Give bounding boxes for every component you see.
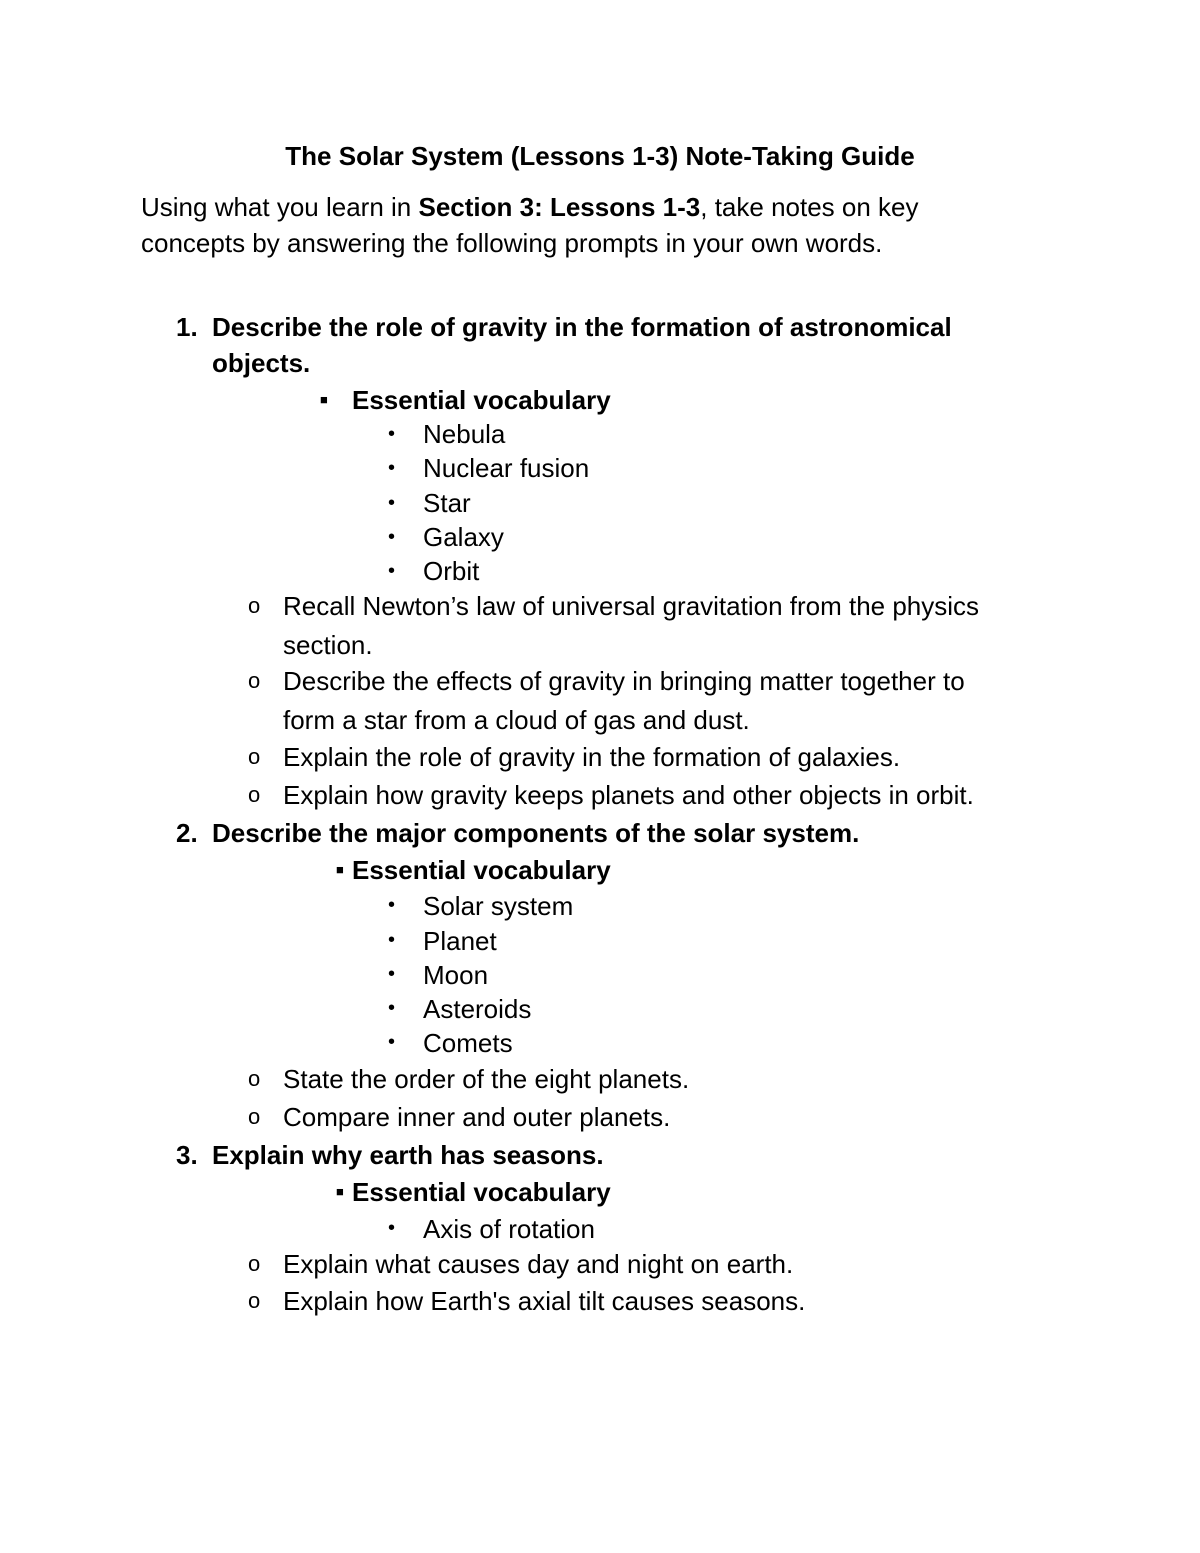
circle-bullet-icon: o <box>248 1066 261 1091</box>
q2-prompt-1: State the order of the eight planets. <box>283 1064 690 1094</box>
q2-vocab-item: Solar system <box>423 891 574 921</box>
q2-prompt-2: Compare inner and outer planets. <box>283 1102 671 1132</box>
q2-vocab-item: Asteroids <box>423 994 532 1024</box>
q1-prompt-2-line-2: form a star from a cloud of gas and dust. <box>283 705 750 735</box>
q1-vocab-item: Nuclear fusion <box>423 453 590 483</box>
intro-line-1 <box>141 192 919 223</box>
circle-bullet-icon: o <box>248 744 261 769</box>
page-title: The Solar System (Lessons 1-3) Note-Taking Guide <box>285 141 915 171</box>
q2-number: 2. <box>176 818 198 848</box>
bullet-icon: • <box>388 894 396 916</box>
q1-vocab-item: Orbit <box>423 556 480 586</box>
q2-vocab-item: Planet <box>423 926 497 956</box>
bullet-icon: • <box>388 526 396 548</box>
q3-heading: Explain why earth has seasons. <box>212 1140 604 1170</box>
circle-bullet-icon: o <box>248 1251 261 1276</box>
q1-vocab-heading: Essential vocabulary <box>352 385 611 415</box>
q1-vocab-item: Galaxy <box>423 522 504 552</box>
circle-bullet-icon: o <box>248 1288 261 1313</box>
bullet-icon: • <box>388 560 396 582</box>
intro-text-continued: , take notes on key <box>700 192 919 222</box>
bullet-icon: • <box>388 963 396 985</box>
bullet-icon: • <box>388 997 396 1019</box>
q3-vocab-heading: Essential vocabulary <box>352 1177 611 1207</box>
q1-vocab-item: Star <box>423 488 471 518</box>
q3-vocab-item: Axis of rotation <box>423 1214 595 1244</box>
q1-prompt-4: Explain how gravity keeps planets and other objects in orbit. <box>283 780 974 810</box>
q1-number: 1. <box>176 312 198 342</box>
q2-vocab-heading: Essential vocabulary <box>352 855 611 885</box>
q1-vocab-item: Nebula <box>423 419 506 449</box>
q2-vocab-item: Moon <box>423 960 489 990</box>
intro-text: Using what you learn in <box>141 192 419 222</box>
intro-section-ref: Section 3: Lessons 1-3 <box>418 192 701 222</box>
q2-heading: Describe the major components of the solar system. <box>212 818 860 848</box>
q1-heading-line-2: objects. <box>212 348 311 378</box>
q1-prompt-1-line-1: Recall Newton’s law of universal gravitation from the physics <box>283 591 980 621</box>
bullet-icon: • <box>388 1031 396 1053</box>
q3-number: 3. <box>176 1140 198 1170</box>
square-bullet-icon: ■ <box>336 1184 344 1199</box>
q1-prompt-3: Explain the role of gravity in the formation of galaxies. <box>283 742 901 772</box>
bullet-icon: • <box>388 457 396 479</box>
square-bullet-icon: ■ <box>336 862 344 877</box>
q3-prompt-1: Explain what causes day and night on earth. <box>283 1249 794 1279</box>
q3-prompt-2: Explain how Earth's axial tilt causes seasons. <box>283 1286 806 1316</box>
bullet-icon: • <box>388 492 396 514</box>
bullet-icon: • <box>388 929 396 951</box>
bullet-icon: • <box>388 1217 396 1239</box>
square-bullet-icon: ■ <box>320 392 328 407</box>
circle-bullet-icon: o <box>248 782 261 807</box>
q1-prompt-1-line-2: section. <box>283 630 373 660</box>
circle-bullet-icon: o <box>248 1104 261 1129</box>
q2-vocab-item: Comets <box>423 1028 513 1058</box>
circle-bullet-icon: o <box>248 668 261 693</box>
q1-heading-line-1: Describe the role of gravity in the formation of astronomical <box>212 312 952 342</box>
circle-bullet-icon: o <box>248 593 261 618</box>
bullet-icon: • <box>388 423 396 445</box>
intro-line-2: concepts by answering the following prompts in your own words. <box>141 228 883 258</box>
q1-prompt-2-line-1: Describe the effects of gravity in bringing matter together to <box>283 666 965 696</box>
